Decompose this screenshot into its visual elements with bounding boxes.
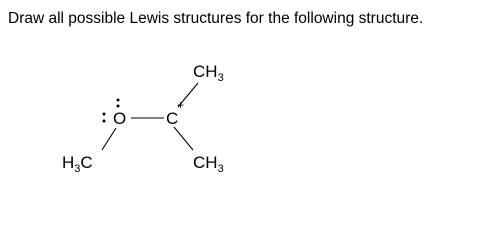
bond-o-left-methyl [102,128,116,150]
oxygen-atom-main: O [113,109,127,128]
top-methyl-main: CH [193,62,218,81]
positive-charge: + [177,98,185,112]
top-methyl-label [193,62,224,84]
bond-c-bottom-methyl [174,127,193,150]
bottom-methyl-label [193,153,224,175]
bottom-methyl-main: CH [193,153,218,172]
top-methyl-subscript: 3 [217,72,224,84]
lone-pair-dot [103,120,106,123]
left-methyl-label [62,153,93,175]
question-prompt: Draw all possible Lewis structures for the following structure. [8,10,424,27]
left-methyl-carbon: C [80,153,93,172]
left-methyl-main: H [62,153,75,172]
left-methyl-subscript: 3 [74,163,81,175]
oxygen-atom [113,109,126,128]
lone-pair-dot [103,113,106,116]
carbocation-main: C [166,109,179,128]
bottom-methyl-subscript: 3 [217,163,224,175]
lone-pair-dot [117,105,120,108]
lone-pair-dot [117,99,120,102]
